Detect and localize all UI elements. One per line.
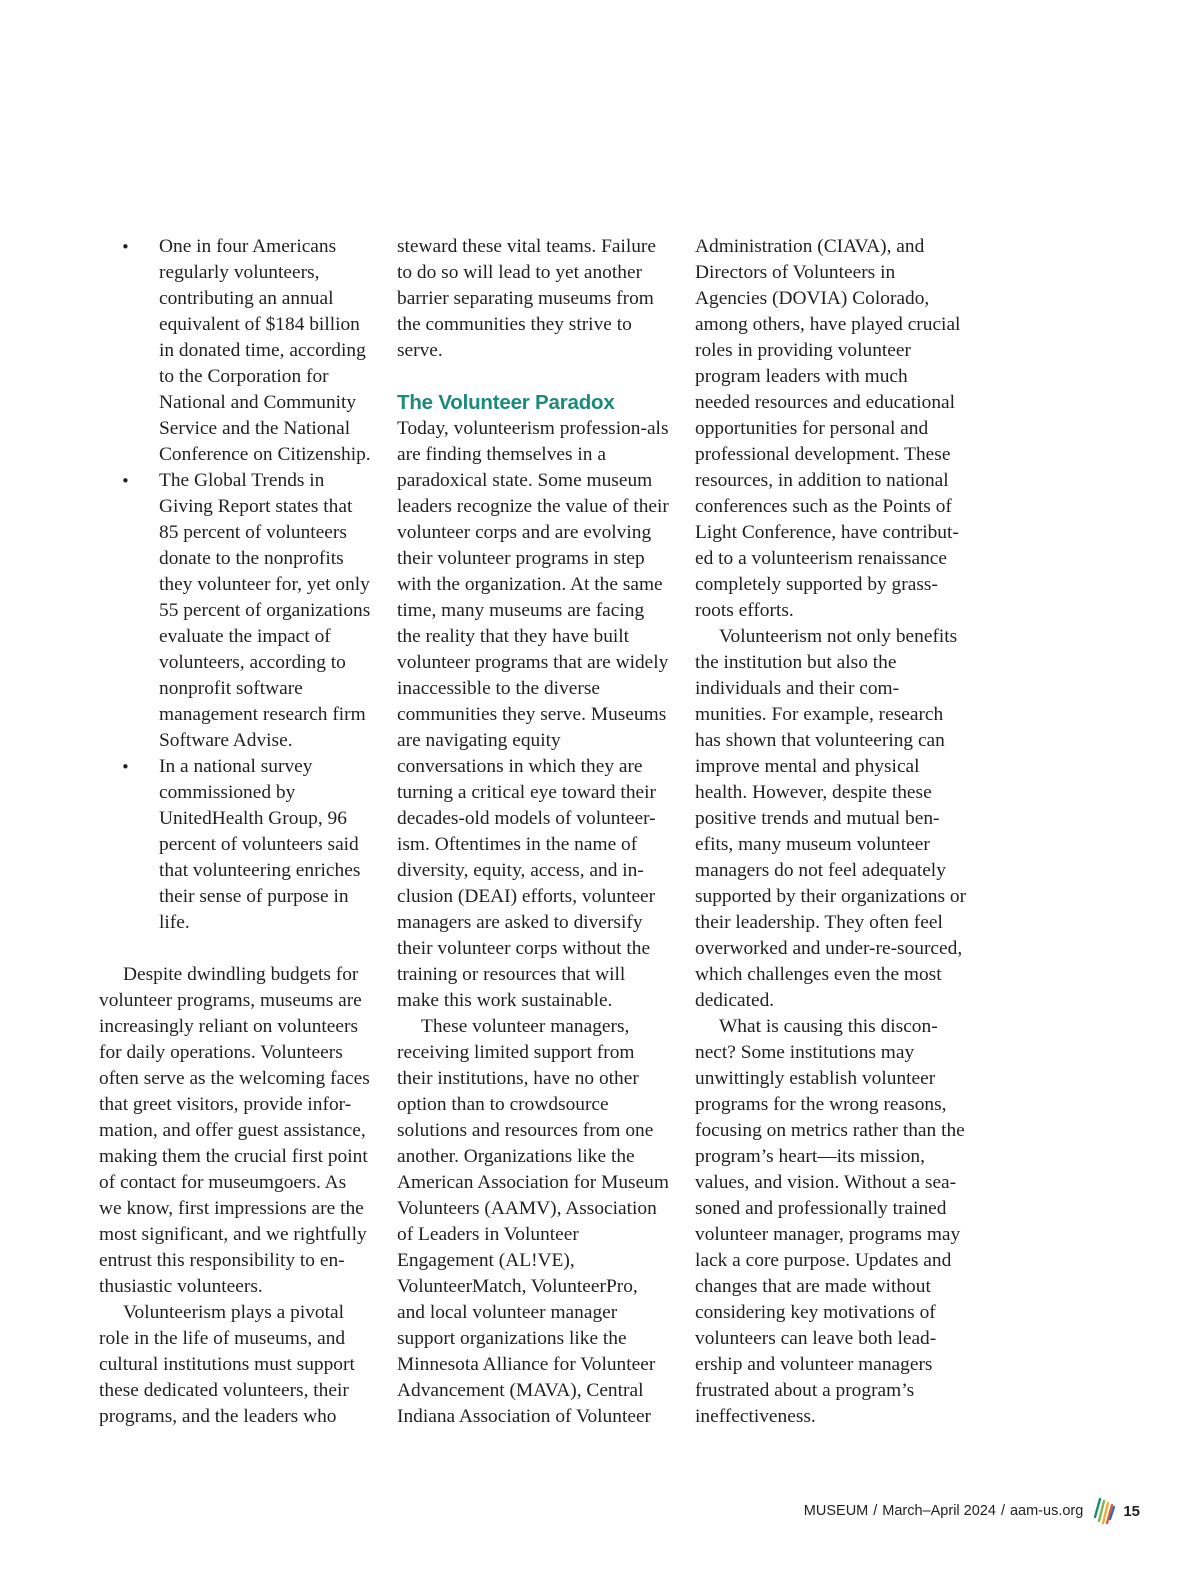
magazine-name: MUSEUM (803, 1503, 869, 1519)
column-1 (99, 234, 373, 1430)
aam-logo-icon (1091, 1497, 1115, 1525)
website-link[interactable]: aam-us.org (1009, 1503, 1084, 1519)
body-paragraph: Volunteerism plays a pivotal role in the life of museums, and cultural institutions must support these dedicated volunteers, their programs, and the leaders who (99, 1302, 355, 1427)
body-paragraph-continuation: Administration (CIAVA), and Directors of Volunteers in Agencies (DOVIA) Colorado, among others, have played crucial roles in providing volunteer program leaders with much needed resources and educational opportunities for personal and professional development. These resources, in addition to national conferences such as the Points of Light Conference, have contribut-ed to a volunteerism renaissance completely supported by grass-roots efforts. (695, 236, 961, 621)
separator: / (873, 1503, 878, 1519)
body-paragraph: What is causing this discon-nect? Some institutions may unwittingly establish volunteer programs for the wrong reasons, focusing on metrics rather than the program’s heart—its mission, values, and vision. Without a sea-soned and professionally trained volunteer manager, programs may lack a core purpose. Updates and changes that are made without considering key motivations of volunteers can leave both lead-ership and volunteer managers frustrated about a program’s ineffectiveness. (695, 1016, 965, 1427)
page-number: 15 (1123, 1502, 1140, 1520)
body-paragraph: These volunteer managers, receiving limited support from their institutions, have no other option than to crowdsource solutions and resources from one another. Organizations like the American Association for Museum Volunteers (AAMV), Association of Leaders in Volunteer Engagement (AL!VE), VolunteerMatch, VolunteerPro, and local volunteer manager support organizations like the Minnesota Alliance for Volunteer Advancement (MAVA), Central Indiana Association of Volunteer (397, 1016, 669, 1427)
page-footer (804, 1498, 1140, 1524)
statistics-bullet-list (99, 234, 373, 936)
section-heading: The Volunteer Paradox (397, 391, 615, 414)
body-paragraph: Today, volunteerism profession-als are finding themselves in a paradoxical state. Some museum leaders recognize the value of their volunteer corps and are evolving their volunteer programs in step with the organization. At the same time, many museums are facing the reality that they have built volunteer programs that are widely inaccessible to the diverse communities they serve. Museums are navigating equity conversations in which they are turning a critical eye toward their decades-old models of volunteer-ism. Oftentimes in the name of diversity, equity, access, and in-clusion (DEAI) efforts, volunteer managers are asked to diversify their volunteer corps without the training or resources that will make this work sustainable. (397, 418, 669, 1011)
logo-stroke (1095, 1499, 1100, 1517)
column-2 (397, 234, 669, 1430)
body-paragraph: Despite dwindling budgets for volunteer programs, museums are increasingly reliant on volunteers for daily operations. Volunteers often serve as the welcoming faces that greet visitors, provide infor-mation, and offer guest assistance, making them the crucial first point of contact for museumgoers. As we know, first impressions are the most significant, and we rightfully entrust this responsibility to en-thusiastic volunteers. (99, 964, 370, 1297)
bullet-item: • One in four Americans regularly volunteers, contributing an annual equivalent of $184 billion in donated time, according to the Corporation for National and Community Service and the National Conference on Citizenship. (99, 234, 373, 468)
column-3 (695, 234, 967, 1430)
bullet-item: • In a national survey commissioned by UnitedHealth Group, 96 percent of volunteers said that volunteering enriches their sense of purpose in life. (99, 754, 373, 936)
bullet-item: • The Global Trends in Giving Report states that 85 percent of volunteers donate to the nonprofits they volunteer for, yet only 55 percent of organizations evaluate the impact of volunteers, according to nonprofit software management research firm Software Advise. (99, 468, 373, 754)
body-paragraph: Volunteerism not only benefits the institution but also the individuals and their com-munities. For example, research has shown that volunteering can improve mental and physical health. However, despite these positive trends and mutual ben-efits, many museum volunteer managers do not feel adequately supported by their organizations or their leadership. They often feel overworked and under-re-sourced, which challenges even the most dedicated. (695, 626, 967, 1011)
separator: / (1000, 1503, 1005, 1519)
body-paragraph-continuation: steward these vital teams. Failure to do so will lead to yet another barrier separating museums from the communities they strive to serve. (397, 236, 656, 361)
issue-date: March–April 2024 (882, 1503, 996, 1519)
